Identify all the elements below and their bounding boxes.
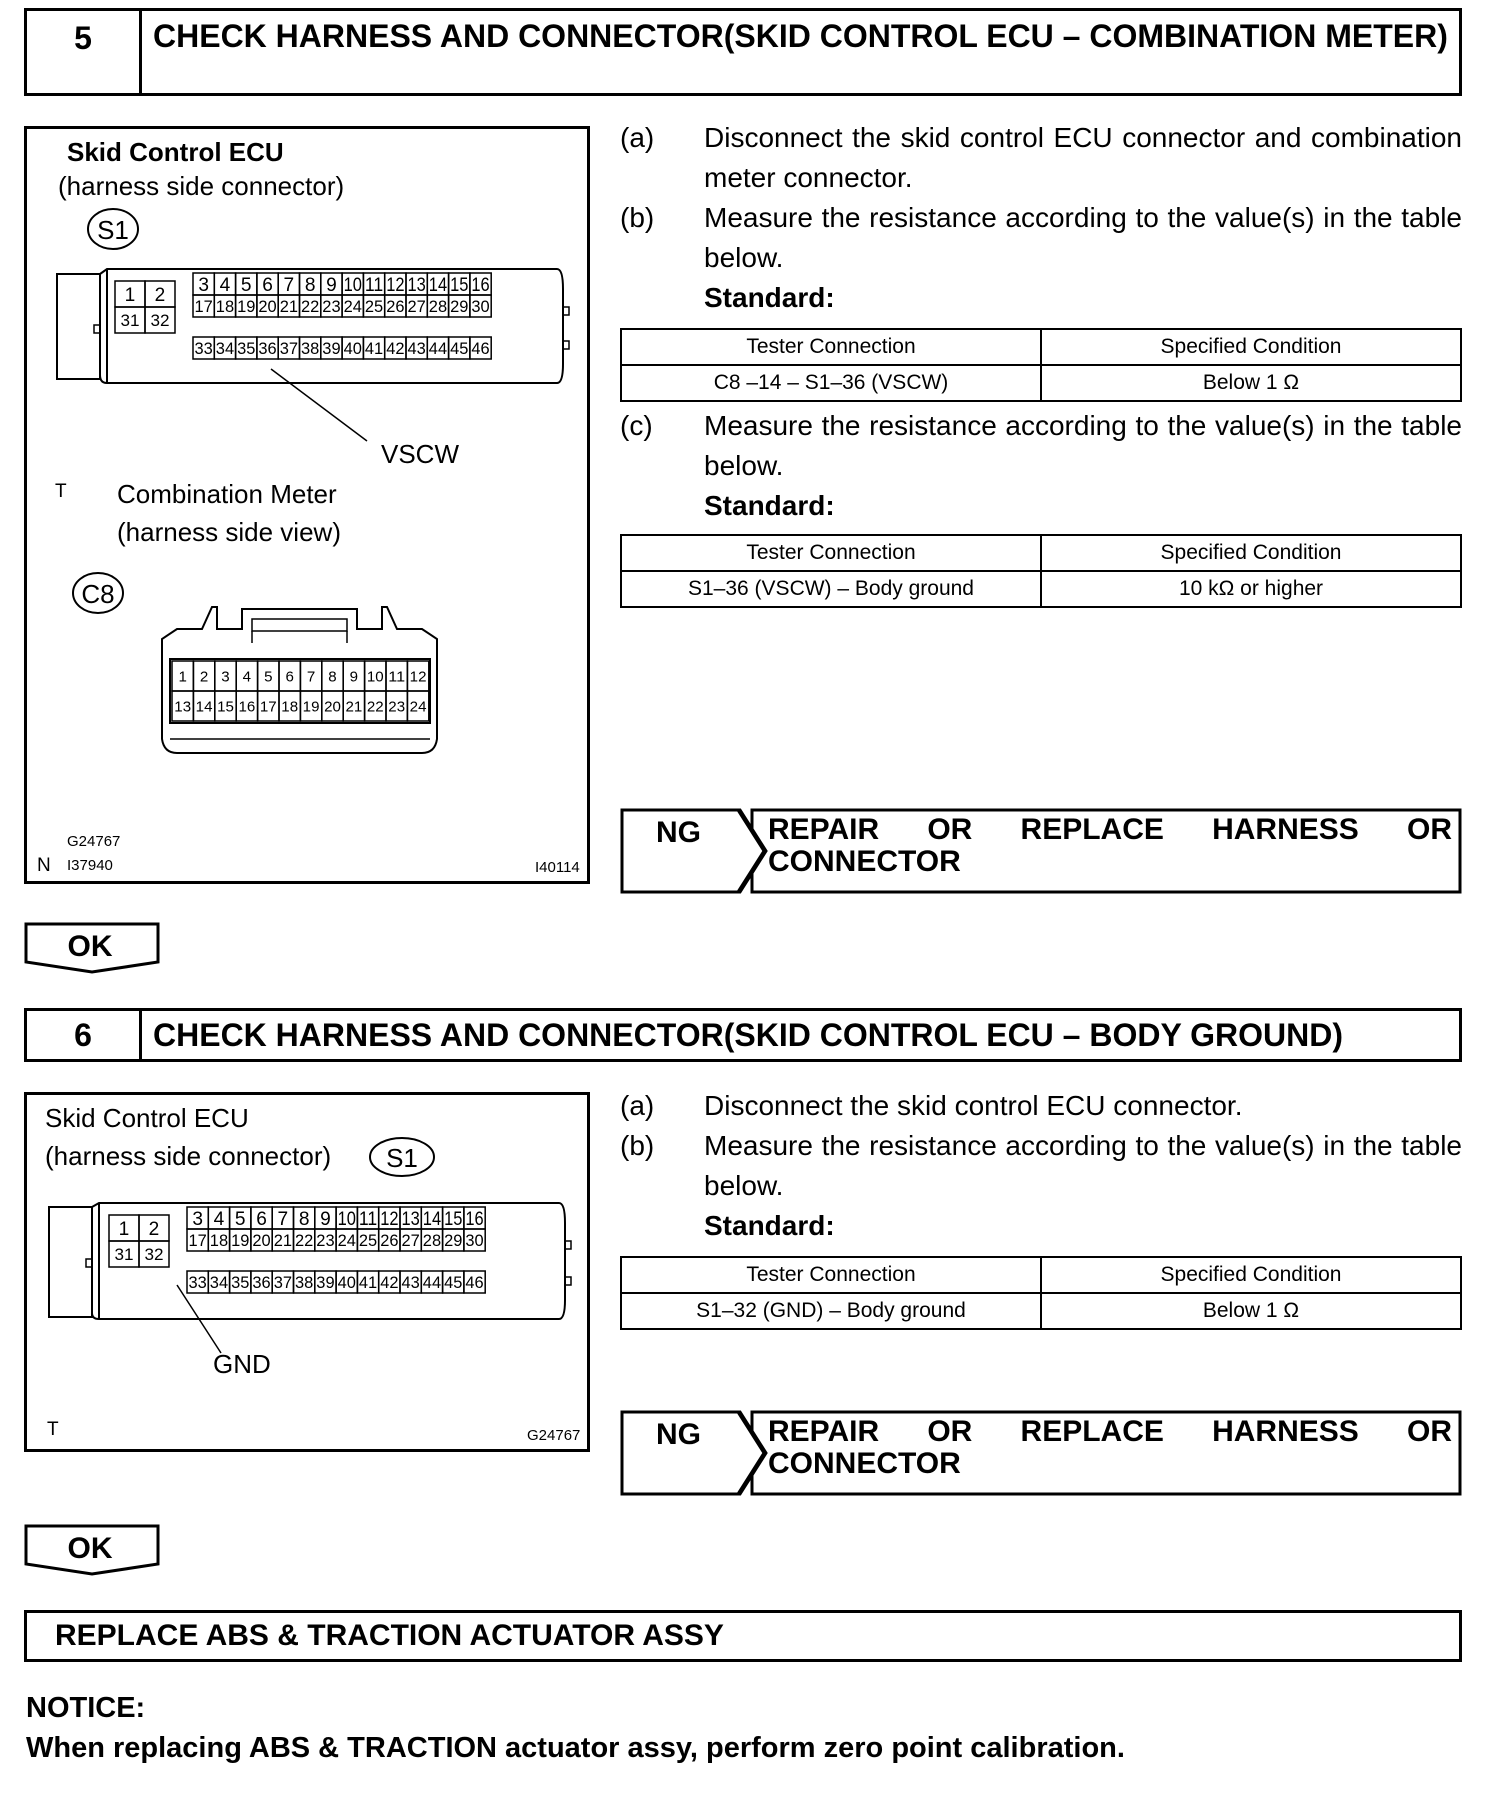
pin-number: 24 (409, 698, 427, 716)
t-mark: T (55, 481, 67, 502)
pin-number: 8 (298, 1208, 310, 1230)
pin-number: 3 (198, 274, 209, 296)
pin-number: 30 (465, 1231, 484, 1251)
step5-figure (24, 126, 590, 884)
pin-number: 1 (124, 284, 136, 306)
step5-title: CHECK HARNESS AND CONNECTOR(SKID CONTROL ECU – COMBINATION METER) (153, 18, 1448, 54)
ecu-subtitle: (harness side connector) (45, 1141, 332, 1171)
pin-number: 32 (144, 1245, 164, 1265)
meter-connector (162, 607, 437, 753)
table-cell: C8 –14 – S1–36 (VSCW) (621, 365, 1041, 401)
ecu-connector (49, 1203, 571, 1319)
table-header-cell: Specified Condition (1041, 329, 1461, 365)
table-header-cell: Tester Connection (621, 329, 1041, 365)
pin-number: 28 (422, 1231, 442, 1251)
pin-number: 14 (428, 274, 448, 296)
pin-number: 39 (322, 339, 341, 359)
pin-number: 13 (401, 1208, 420, 1230)
pin-number: 11 (358, 1208, 378, 1230)
pin-number: 15 (217, 698, 234, 716)
table-row (621, 365, 1461, 401)
pin-number: 44 (422, 1273, 442, 1293)
pin-number: 19 (302, 698, 320, 716)
pin-number: 22 (295, 1231, 314, 1251)
step5-a-text: Disconnect the skid control ECU connector and combination meter connector. (704, 122, 1462, 193)
pin-number: 23 (388, 698, 406, 716)
pin-number: 46 (471, 339, 490, 359)
step6-diagram (27, 1095, 587, 1449)
step6-title: CHECK HARNESS AND CONNECTOR(SKID CONTROL ECU – BODY GROUND) (153, 1017, 1343, 1053)
step6-a-label: (a) (620, 1090, 655, 1121)
notice-heading: NOTICE: (26, 1692, 146, 1724)
pin-number: 17 (259, 698, 277, 716)
step5-item-b (620, 198, 1462, 278)
pin-number: 9 (349, 668, 359, 686)
pin-number: 16 (465, 1208, 484, 1230)
pin-number: 40 (343, 339, 362, 359)
pin-number: 35 (231, 1273, 250, 1293)
ng-label: NG (656, 816, 701, 849)
step6-item-a (620, 1086, 1462, 1126)
pin-number: 12 (409, 668, 427, 686)
ng-action (768, 1416, 1452, 1480)
pin-number: 33 (194, 339, 213, 359)
vscw-label: VSCW (381, 439, 459, 469)
ng-action-word: CONNECTOR (768, 845, 961, 878)
meter-subtitle: (harness side view) (117, 517, 341, 547)
step5-instructions (620, 118, 1462, 318)
step6-b-text: Measure the resistance according to the value(s) in the table below. (704, 1130, 1462, 1201)
pin-number: 14 (422, 1208, 442, 1230)
pin-number: 37 (273, 1273, 292, 1293)
pin-number: 17 (188, 1231, 207, 1251)
pin-number: 27 (401, 1231, 420, 1251)
ecu-connector (57, 269, 569, 383)
table-header-cell: Specified Condition (1041, 1257, 1461, 1293)
step5-standard-1: Standard: (704, 282, 835, 313)
svg-text:S1: S1 (386, 1143, 418, 1173)
step6-spec-table (620, 1256, 1462, 1330)
pin-number: 21 (345, 698, 363, 716)
ng-action-word: OR (927, 813, 973, 846)
pin-number: 18 (281, 698, 299, 716)
table-cell: S1–32 (GND) – Body ground (621, 1293, 1041, 1329)
pin-number: 36 (252, 1273, 271, 1293)
step5-item-c (620, 406, 1462, 486)
table-header-cell: Specified Condition (1041, 535, 1461, 571)
t-mark: T (47, 1419, 59, 1440)
pin-number: 4 (219, 274, 231, 296)
pin-number: 46 (465, 1273, 484, 1293)
pin-number: 15 (444, 1208, 463, 1230)
ng-action-word: HARNESS (1212, 813, 1359, 846)
pin-number: 2 (154, 284, 166, 306)
final-step: REPLACE ABS & TRACTION ACTUATOR ASSY (24, 1610, 1462, 1662)
step5-item-a (620, 118, 1462, 198)
pin-number: 42 (386, 339, 405, 359)
notice-text: When replacing ABS & TRACTION actuator assy, perform zero point calibration. (26, 1732, 1125, 1764)
gnd-label: GND (213, 1349, 271, 1379)
svg-text:C8: C8 (81, 579, 115, 609)
step6-figure (24, 1092, 590, 1452)
pin-number: 44 (428, 339, 448, 359)
step5-spec-table-1 (620, 328, 1462, 402)
pin-number: 15 (450, 274, 469, 296)
pin-number: 4 (242, 668, 252, 686)
pin-number: 20 (258, 297, 277, 317)
pin-number: 36 (258, 339, 277, 359)
pin-number: 9 (326, 274, 337, 296)
step5-diagram (27, 129, 587, 881)
pin-number: 14 (195, 698, 213, 716)
table-cell: Below 1 Ω (1041, 1293, 1461, 1329)
step6-standard: Standard: (704, 1210, 835, 1241)
pin-number: 25 (364, 297, 384, 317)
pin-number: 37 (279, 339, 298, 359)
pin-number: 43 (401, 1273, 420, 1293)
pin-number: 8 (304, 274, 316, 296)
figure-code-1: G24767 (67, 833, 121, 850)
pin-number: 24 (337, 1231, 356, 1251)
pin-number: 19 (237, 297, 256, 317)
pin-number: 32 (150, 311, 170, 331)
pin-number: 2 (199, 668, 209, 686)
pin-number: 19 (231, 1231, 250, 1251)
pin-number: 13 (407, 274, 426, 296)
pin-number: 9 (320, 1208, 331, 1230)
pin-number: 5 (234, 1208, 246, 1230)
table-header-row (621, 1257, 1461, 1293)
pin-number: 1 (178, 668, 187, 686)
pin-number: 41 (358, 1273, 378, 1293)
pin-number: 16 (238, 698, 256, 716)
pin-number: 39 (316, 1273, 335, 1293)
pin-number: 43 (407, 339, 426, 359)
pin-number: 22 (366, 698, 384, 716)
pin-number: 45 (450, 339, 469, 359)
step6-ng-result (620, 1410, 1462, 1496)
pin-number: 30 (471, 297, 490, 317)
ng-action-word: CONNECTOR (768, 1447, 961, 1480)
pin-number: 7 (283, 274, 295, 296)
pin-number: 6 (256, 1208, 267, 1230)
ng-action-word: REPAIR (768, 1415, 880, 1448)
pin-number: 33 (188, 1273, 207, 1293)
pin-number: 38 (301, 339, 320, 359)
step5-number: 5 (27, 11, 142, 93)
step6-item-b (620, 1126, 1462, 1206)
vscw-leader-line (271, 369, 367, 441)
table-header-row (621, 535, 1461, 571)
table-cell: S1–36 (VSCW) – Body ground (621, 571, 1041, 607)
step6-ok-marker (24, 1524, 164, 1578)
pin-number: 29 (444, 1231, 463, 1251)
pin-number: 6 (262, 274, 273, 296)
pin-number: 18 (209, 1231, 229, 1251)
step6-number: 6 (27, 1011, 142, 1059)
step6-instructions (620, 1086, 1462, 1246)
step5-b-label: (b) (620, 202, 655, 233)
pin-number: 7 (277, 1208, 289, 1230)
c8-connector-id (73, 573, 123, 613)
pin-number: 3 (221, 668, 230, 686)
pin-number: 20 (252, 1231, 271, 1251)
pin-number: 25 (358, 1231, 378, 1251)
step5-ng-result (620, 808, 1462, 894)
figure-code-2: I37940 (67, 857, 113, 874)
table-header-row (621, 329, 1461, 365)
step6-header (24, 1008, 1462, 1062)
pin-number: 21 (279, 297, 298, 317)
pin-number: 41 (364, 339, 384, 359)
pin-number: 42 (380, 1273, 399, 1293)
step5-c-text: Measure the resistance according to the value(s) in the table below. (704, 410, 1462, 481)
table-cell: 10 kΩ or higher (1041, 571, 1461, 607)
table-header-cell: Tester Connection (621, 535, 1041, 571)
pin-number: 18 (215, 297, 235, 317)
pin-number: 21 (273, 1231, 292, 1251)
pin-number: 40 (337, 1273, 356, 1293)
step5-spec-table-2 (620, 534, 1462, 608)
step6-b-label: (b) (620, 1130, 655, 1161)
table-cell: Below 1 Ω (1041, 365, 1461, 401)
step5-header (24, 8, 1462, 96)
ok-label: OK (67, 1532, 113, 1565)
pin-number: 20 (324, 698, 341, 716)
pin-number: 26 (386, 297, 405, 317)
table-header-cell: Tester Connection (621, 1257, 1041, 1293)
ng-action-word: REPLACE (1020, 813, 1164, 846)
s1-connector-id (370, 1138, 434, 1176)
ng-action-word: OR (1407, 1415, 1452, 1448)
step5-b-text: Measure the resistance according to the value(s) in the table below. (704, 202, 1462, 273)
pin-number: 10 (343, 274, 362, 296)
pin-number: 29 (450, 297, 469, 317)
pin-number: 34 (209, 1273, 229, 1293)
pin-number: 45 (444, 1273, 463, 1293)
ng-action (768, 814, 1452, 878)
step5-c-label: (c) (620, 410, 653, 441)
step6-a-text: Disconnect the skid control ECU connector. (704, 1090, 1243, 1121)
pin-number: 12 (386, 274, 405, 296)
pin-number: 31 (120, 311, 140, 331)
ng-action-word: REPAIR (768, 813, 880, 846)
ng-label: NG (656, 1418, 701, 1451)
step5-a-label: (a) (620, 122, 655, 153)
pin-number: 22 (301, 297, 320, 317)
step5-ok-marker (24, 922, 164, 976)
pin-number: 16 (471, 274, 490, 296)
pin-number: 24 (343, 297, 362, 317)
ecu-title: Skid Control ECU (45, 1103, 249, 1133)
pin-number: 34 (215, 339, 235, 359)
pin-number: 17 (194, 297, 213, 317)
meter-title: Combination Meter (117, 479, 337, 509)
pin-number: 7 (306, 668, 316, 686)
pin-number: 31 (114, 1245, 134, 1265)
pin-number: 5 (240, 274, 252, 296)
step5-instructions-c (620, 406, 1462, 526)
pin-number: 28 (428, 297, 448, 317)
ng-action-word: HARNESS (1212, 1415, 1359, 1448)
pin-number: 38 (295, 1273, 314, 1293)
pin-number: 1 (118, 1218, 130, 1240)
table-row (621, 571, 1461, 607)
pin-number: 26 (380, 1231, 399, 1251)
ok-label: OK (67, 930, 113, 963)
ng-action-word: OR (927, 1415, 973, 1448)
figure-code: G24767 (527, 1427, 581, 1444)
n-mark: N (37, 855, 51, 876)
pin-number: 13 (174, 698, 192, 716)
pin-number: 10 (366, 668, 384, 686)
figure-code-3: I40114 (535, 859, 580, 876)
s1-connector-id (88, 209, 138, 249)
pin-number: 2 (148, 1218, 160, 1240)
pin-number: 12 (380, 1208, 399, 1230)
pin-number: 23 (316, 1231, 335, 1251)
pin-number: 35 (237, 339, 256, 359)
ecu-subtitle: (harness side connector) (58, 171, 345, 201)
pin-number: 27 (407, 297, 426, 317)
ecu-title: Skid Control ECU (67, 137, 284, 167)
pin-number: 4 (213, 1208, 225, 1230)
ng-action-word: REPLACE (1020, 1415, 1164, 1448)
pin-number: 11 (388, 668, 406, 686)
pin-number: 10 (337, 1208, 356, 1230)
pin-number: 11 (364, 274, 384, 296)
table-row (621, 1293, 1461, 1329)
step5-standard-2: Standard: (704, 490, 835, 521)
svg-text:S1: S1 (97, 215, 129, 245)
pin-number: 3 (192, 1208, 203, 1230)
pin-number: 5 (264, 668, 273, 686)
ng-action-word: OR (1407, 813, 1452, 846)
pin-number: 8 (328, 668, 337, 686)
pin-number: 6 (285, 668, 294, 686)
pin-number: 23 (322, 297, 341, 317)
